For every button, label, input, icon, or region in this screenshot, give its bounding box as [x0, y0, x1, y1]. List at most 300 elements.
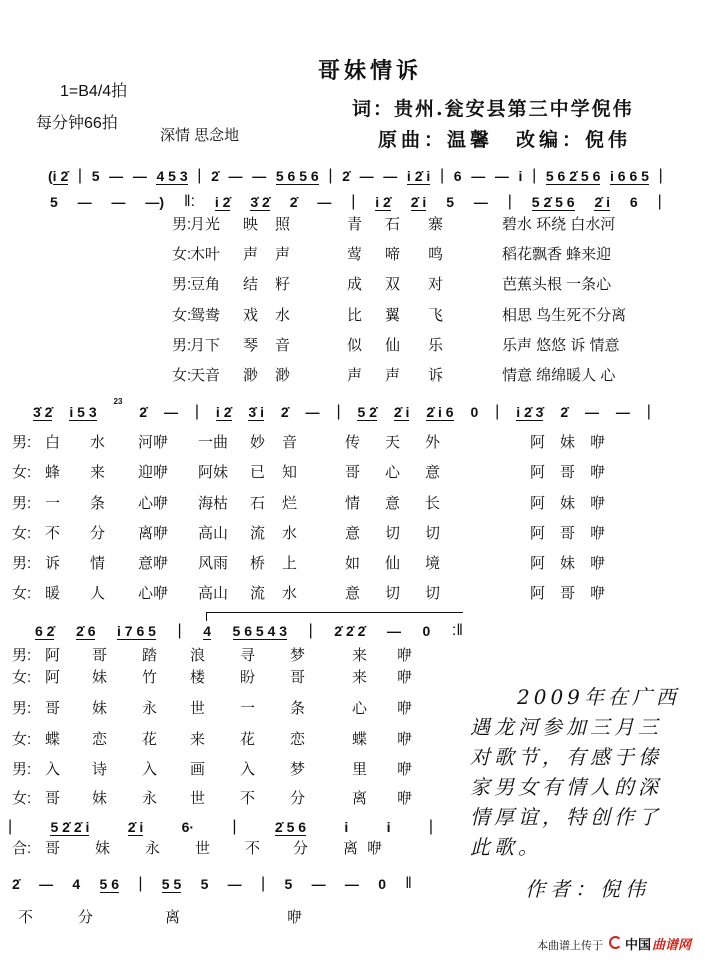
notation-note-group [69, 404, 96, 420]
lyric-cell: 离 [165, 909, 181, 926]
lyric-cell: 海枯 [198, 494, 229, 512]
song-title: 哥妹情诉 [317, 58, 422, 84]
lyric-cell: 上 [282, 555, 298, 573]
lyric-row [0, 906, 720, 936]
notation-note-group [215, 194, 231, 210]
lyric-cell: 木叶 [190, 246, 221, 264]
notation-notes: 2̇ i [127, 819, 144, 835]
lyric-cell: 意 [385, 494, 401, 512]
notation-note-group [203, 623, 211, 639]
notation-barline: | [260, 875, 266, 892]
notation-barline: :‖ [451, 622, 463, 639]
lyric-cell: 心咿 [138, 585, 169, 603]
lyric-cell: 境 [425, 555, 441, 573]
lyric-cell: 竹 [142, 669, 158, 686]
notation-note-group [357, 404, 376, 420]
notation-barline: | [197, 167, 202, 184]
lyric-cell: 入 [240, 761, 256, 778]
lyric-cell: 男: [12, 555, 32, 573]
lyric-cell: 声 [385, 366, 401, 384]
lyric-cell: 咿 [397, 700, 413, 717]
lyric-row [0, 304, 720, 334]
lyric-cell: 合: [12, 840, 32, 857]
notation-notes: i 2̇ [375, 194, 391, 210]
lyric-cell: 蝶 [45, 731, 61, 748]
notation-note-group [33, 404, 52, 420]
notation-note-group [156, 168, 187, 184]
notation-notes: 3̇ 2̇ [33, 404, 53, 420]
lyric-cell: 石 [250, 494, 266, 512]
notation-notes: 2̇ 6 [76, 623, 96, 639]
notation-note-group [250, 194, 269, 210]
lyrics-ending [0, 906, 720, 936]
lyric-cell: 稻花飘香 蜂来迎 [502, 246, 612, 264]
lyric-cell: 诗 [92, 761, 108, 778]
notation-paren: ( [48, 168, 53, 184]
notation-note: 2̇ [342, 168, 350, 184]
lyric-row [0, 334, 720, 364]
lyric-row [0, 522, 720, 552]
lyric-cell: 来 [90, 464, 106, 482]
notation-note-group [516, 404, 543, 420]
lyric-cell: 妹 [95, 840, 111, 857]
lyric-row [0, 364, 720, 394]
lyric-cell: 条 [290, 700, 306, 717]
lyric-cell: 咿 [590, 585, 606, 603]
lyric-cell: 梦 [290, 647, 306, 664]
notation-note-group [426, 404, 453, 420]
notation-notes: 5 2̇ 5 6 [531, 194, 575, 210]
notation-note: —) [145, 194, 165, 210]
lyric-cell: 离 [343, 840, 359, 857]
notation-note: 5 [91, 168, 100, 184]
lyric-cell: 心 [352, 700, 368, 717]
lyric-cell: 阿 [530, 464, 546, 482]
notation-barline: | [351, 193, 356, 210]
notation-note-group [128, 819, 144, 835]
lyric-cell: 戏 [243, 306, 259, 324]
notation-note: 2̇ 2̇ 2̇ [334, 623, 366, 639]
lyric-cell: 阿 [530, 585, 546, 603]
lyric-cell: 莺 [347, 246, 363, 264]
lyric-cell: 分 [290, 790, 306, 807]
notation-note: — [386, 623, 401, 639]
author-note-line: 对歌节，有感于傣 [470, 745, 662, 769]
lyric-cell: 来 [352, 669, 368, 686]
lyric-cell: 流 [250, 524, 266, 542]
notation-note: 4 [72, 876, 81, 892]
lyric-cell: 切 [425, 585, 441, 603]
lyric-cell: 女: [12, 669, 32, 686]
lyric-cell: 一 [45, 494, 61, 512]
notation-barline: | [646, 403, 651, 420]
lyric-cell: 白 [45, 434, 61, 451]
lyric-cell: 飞 [428, 306, 444, 324]
lyric-cell: 女: [12, 464, 32, 482]
notation-note-group [394, 404, 410, 420]
lyric-cell: 浪 [190, 647, 206, 664]
notation-note-group [248, 404, 264, 420]
lyric-cell: 女: [172, 366, 192, 384]
lyric-cell: 双 [385, 276, 401, 294]
author-note-line: 此歌。 [470, 835, 542, 859]
author-note-line: 遇龙河参加三月三 [470, 715, 662, 739]
notation-note-group [546, 168, 601, 184]
lyric-cell: 蝶 [352, 731, 368, 748]
lyric-cell: 离 [352, 790, 368, 807]
notation-note: — [344, 876, 359, 892]
lyric-cell: 恋 [92, 731, 108, 748]
notation-note: 0 [470, 404, 479, 420]
lyric-cell: 哥 [92, 647, 108, 664]
notation-note: — [163, 404, 178, 420]
notation-note: 5 [446, 194, 454, 210]
lyric-cell: 人 [90, 585, 106, 603]
notation-note-group [610, 168, 649, 184]
lyric-row [0, 431, 720, 461]
notation-note: — [317, 194, 332, 210]
notation-line-4 [35, 617, 463, 639]
lyric-cell: 寨 [428, 216, 444, 233]
lyric-cell: 成 [347, 276, 363, 294]
lyric-cell: 咿 [590, 555, 606, 573]
notation-note-group [594, 194, 610, 210]
lyric-cell: 鸣 [428, 246, 444, 264]
lyric-cell: 妹 [560, 434, 576, 451]
lyric-cell: 诉 [45, 555, 61, 573]
notation-notes: i 2̇ i [406, 168, 431, 184]
lyric-cell: 对 [428, 276, 444, 294]
lyrics-chorus [0, 837, 720, 867]
notation-note: — [359, 168, 374, 184]
notation-notes: 2̇ i [410, 194, 427, 210]
lyric-cell: 高山 [198, 524, 229, 542]
lyric-cell: 情 [90, 555, 106, 573]
notation-note: — [111, 194, 126, 210]
lyric-cell: 咿 [590, 524, 606, 542]
lyric-cell: 青 [347, 216, 363, 233]
lyric-cell: 豆角 [190, 276, 221, 294]
lyric-cell: 心 [385, 464, 401, 482]
lyric-cell: 哥 [560, 524, 576, 542]
notation-note: 2̇ [280, 404, 289, 420]
lyric-cell: 蜂 [45, 464, 61, 482]
lyric-cell: 仙 [385, 336, 401, 354]
lyric-cell: 意 [425, 464, 441, 482]
notation-notes: 5 2̇ [357, 404, 377, 420]
lyric-cell: 水 [275, 306, 291, 324]
lyric-cell: 天 [385, 434, 401, 451]
lyric-cell: 寻 [240, 647, 256, 664]
lyric-cell: 音 [282, 434, 298, 451]
lyric-cell: 男: [12, 434, 32, 451]
lyric-cell: 不 [45, 524, 61, 542]
lyric-row [0, 644, 720, 664]
lyric-row [0, 582, 720, 612]
lyric-cell: 暖 [45, 585, 61, 603]
notation-note: — [615, 404, 630, 420]
lyric-cell: 诉 [428, 366, 444, 384]
lyric-cell: 意 [345, 585, 361, 603]
site-logo-icon [609, 936, 622, 949]
notation-barline: | [336, 403, 341, 420]
lyric-cell: 离咿 [138, 524, 169, 542]
lyric-cell: 分 [78, 909, 94, 926]
lyric-cell: 结 [243, 276, 259, 294]
lyric-cell: 里 [352, 761, 368, 778]
notation-note-group [233, 623, 288, 639]
lyric-cell: 来 [190, 731, 206, 748]
lyric-cell: 风雨 [198, 555, 229, 573]
lyric-cell: 高山 [198, 585, 229, 603]
lyric-cell: 阿 [530, 494, 546, 512]
notation-note: 5 [284, 876, 293, 892]
notation-line-5 [8, 813, 433, 835]
lyric-cell: 花 [240, 731, 256, 748]
lyric-cell: 咿 [367, 840, 383, 857]
lyric-cell: 阿妹 [198, 464, 229, 482]
lyric-cell: 楼 [190, 669, 206, 686]
site-logo-text[interactable]: 中国 [625, 937, 652, 952]
lyric-row [0, 492, 720, 522]
notation-note: — [77, 194, 92, 210]
lyric-cell: 咿 [397, 647, 413, 664]
lyric-cell: 画 [190, 761, 206, 778]
notation-note: i [344, 819, 349, 835]
notation-notes: 2̇ i 6 [426, 404, 454, 420]
lyric-cell: 哥 [290, 669, 306, 686]
notation-note-group [411, 194, 427, 210]
notation-notes: i 2̇ 3̇ [516, 404, 544, 420]
lyric-cell: 相思 鸟生死不分离 [502, 306, 627, 324]
lyric-cell: 长 [425, 494, 441, 512]
lyric-cell: 男: [12, 761, 32, 778]
notation-note: — [227, 876, 242, 892]
lyric-cell: 咿 [590, 494, 606, 512]
notation-note: 5 [200, 876, 209, 892]
lyric-cell: 切 [385, 585, 401, 603]
key-signature: 1=B4/4拍 [60, 83, 128, 100]
lyric-cell: 迎咿 [138, 464, 169, 482]
lyric-cell: 水 [282, 524, 298, 542]
notation-note: 6 [453, 168, 462, 184]
notation-note: 6· [181, 819, 195, 835]
notation-note: 2̇ [12, 876, 20, 892]
notation-note-group [48, 168, 68, 184]
notation-note-group [35, 623, 54, 639]
lyric-cell: 似 [347, 336, 363, 354]
notation-notes: 5 2̇ 2̇ i [50, 819, 90, 835]
lyric-cell: 女: [172, 246, 192, 264]
notation-barline: | [8, 818, 13, 835]
lyric-cell: 哥 [560, 464, 576, 482]
lyric-cell: 条 [90, 494, 106, 512]
notation-note: — [305, 404, 320, 420]
lyric-cell: 不 [240, 790, 256, 807]
notation-notes: 5 6 5 4 3 [232, 623, 288, 639]
notation-note-group [76, 623, 95, 639]
notation-note: — [473, 194, 488, 210]
notation-notes: 4 5 3 [156, 168, 188, 184]
notation-note: — [383, 168, 398, 184]
lyric-cell: 切 [425, 524, 441, 542]
lyric-cell: 女: [12, 790, 32, 807]
lyric-cell: 世 [190, 790, 206, 807]
notation-barline: | [177, 622, 182, 639]
lyric-cell: 鸳鸯 [190, 306, 221, 324]
lyric-cell: 流 [250, 585, 266, 603]
notation-note: — [228, 168, 243, 184]
notation-barline: | [658, 167, 663, 184]
lyric-cell: 咿 [590, 464, 606, 482]
lyric-cell: 阿 [45, 647, 61, 664]
notation-note: 2̇ [211, 168, 219, 184]
notation-note: 2̇ [139, 404, 148, 420]
lyric-cell: 声 [243, 246, 259, 264]
lyric-cell: 世 [195, 840, 211, 857]
lyric-cell: 啼 [385, 246, 401, 264]
notation-line-2 [50, 188, 662, 210]
notation-notes: 5 6 2̇ 5 6 [545, 168, 601, 184]
notation-note: 5 [50, 194, 58, 210]
lyric-cell: 咿 [397, 731, 413, 748]
lyric-cell: 男: [172, 336, 192, 354]
lyric-cell: 切 [385, 524, 401, 542]
lyric-cell: 女: [12, 585, 32, 603]
lyric-cell: 翼 [385, 306, 401, 324]
lyric-cell: 哥 [45, 840, 61, 857]
lyric-cell: 妹 [560, 555, 576, 573]
lyric-cell: 籽 [275, 276, 291, 294]
notation-note: — [585, 404, 600, 420]
lyric-cell: 花 [142, 731, 158, 748]
lyric-row [0, 213, 720, 243]
lyric-cell: 仙 [385, 555, 401, 573]
lyric-cell: 咿 [590, 434, 606, 451]
lyric-cell: 咿 [397, 761, 413, 778]
lyric-cell: 已 [250, 464, 266, 482]
lyric-cell: 月下 [190, 336, 221, 354]
lyric-cell: 分 [90, 524, 106, 542]
upload-caption: 本曲谱上传于 [537, 940, 603, 952]
notation-note-group [407, 168, 430, 184]
notation-notes: 2̇ 5 6 [274, 819, 307, 835]
notation-notes: i 7 6 5 [117, 623, 156, 639]
author-signature: 作者：倪伟 [525, 877, 650, 901]
lyric-cell: 咿 [397, 790, 413, 807]
notation-note: — [132, 168, 147, 184]
notation-notes: 3̇ i [248, 404, 264, 420]
lyric-cell: 不 [245, 840, 261, 857]
notation-notes: i 2̇ [214, 194, 231, 210]
notation-barline: | [138, 875, 143, 892]
lyric-cell: 水 [90, 434, 106, 451]
lyric-cell: 女: [172, 306, 192, 324]
lyric-cell: 男: [12, 494, 32, 512]
notation-barline: | [428, 818, 433, 835]
lyric-cell: 乐 [428, 336, 444, 354]
lyric-cell: 哥 [45, 700, 61, 717]
notation-barline: ‖: [183, 193, 196, 210]
tempo-marking: 每分钟66拍 [36, 115, 118, 132]
notation-line-6 [12, 870, 412, 892]
lyric-cell: 哥 [345, 464, 361, 482]
notation-notes: 6 2̇ [35, 623, 55, 639]
notation-note: 2̇ [289, 194, 298, 210]
lyric-cell: 碧水 环绕 白水河 [502, 216, 616, 233]
notation-note-group [375, 194, 391, 210]
lyric-cell: 妙 [250, 434, 266, 451]
lyric-cell: 永 [142, 700, 158, 717]
lyrics-verse [0, 213, 720, 394]
lyric-row [0, 552, 720, 582]
lyric-cell: 咿 [397, 669, 413, 686]
notation-note-group [275, 819, 306, 835]
lyric-cell: 男: [12, 647, 32, 664]
notation-notes: i 2̇ [215, 404, 232, 420]
site-logo-text-accent[interactable]: 曲谱网 [652, 937, 692, 952]
lyric-cell: 永 [145, 840, 161, 857]
lyric-row [0, 273, 720, 303]
notation-note-group [216, 404, 232, 420]
lyric-cell: 妹 [92, 669, 108, 686]
lyric-cell: 一曲 [198, 434, 229, 451]
lyric-cell: 渺 [275, 366, 291, 384]
lyric-cell: 声 [347, 366, 363, 384]
lyric-cell: 照 [275, 216, 291, 233]
lyric-cell: 男: [172, 216, 192, 233]
notation-note: — [109, 168, 124, 184]
lyric-cell: 女: [12, 731, 32, 748]
notation-line-3 [33, 398, 651, 420]
lyric-cell: 映 [243, 216, 259, 233]
lyric-cell: 水 [282, 585, 298, 603]
lyric-cell: 渺 [243, 366, 259, 384]
lyric-cell: 意 [345, 524, 361, 542]
notation-notes: 2̇ i [393, 404, 410, 420]
lyric-cell: 芭蕉头根 一条心 [502, 276, 612, 294]
lyric-cell: 哥 [45, 790, 61, 807]
notation-notes: 5 6 5 6 [275, 168, 319, 184]
lyric-cell: 永 [142, 790, 158, 807]
lyric-cell: 世 [190, 700, 206, 717]
notation-note: — [494, 168, 509, 184]
notation-note: i [386, 819, 391, 835]
lyric-cell: 阿 [530, 524, 546, 542]
notation-barline: | [77, 167, 83, 184]
notation-notes: 5 6 [99, 876, 119, 892]
lyric-cell: 乐声 悠悠 诉 情意 [502, 336, 620, 354]
lyric-cell: 不 [18, 909, 34, 926]
notation-notes: i 6 6 5 [610, 168, 649, 184]
lyric-cell: 阿 [530, 555, 546, 573]
notation-barline: | [308, 622, 313, 639]
lyric-cell: 意咿 [138, 555, 169, 573]
lyric-cell: 阿 [45, 669, 61, 686]
lyric-cell: 比 [347, 306, 363, 324]
notation-note: 2̇ [560, 404, 569, 420]
lyric-cell: 阿 [530, 434, 546, 451]
lyric-cell: 桥 [250, 555, 266, 573]
composer-credit: 原曲：温馨 改编：倪伟 [378, 129, 632, 151]
notation-note: — [39, 876, 54, 892]
notation-barline: ‖ [405, 875, 412, 892]
notation-note-group [117, 623, 156, 639]
notation-note: 6 [629, 194, 638, 210]
lyric-cell: 妹 [92, 790, 108, 807]
grace-note: 23 [113, 397, 123, 406]
lyric-cell: 月光 [190, 216, 221, 233]
